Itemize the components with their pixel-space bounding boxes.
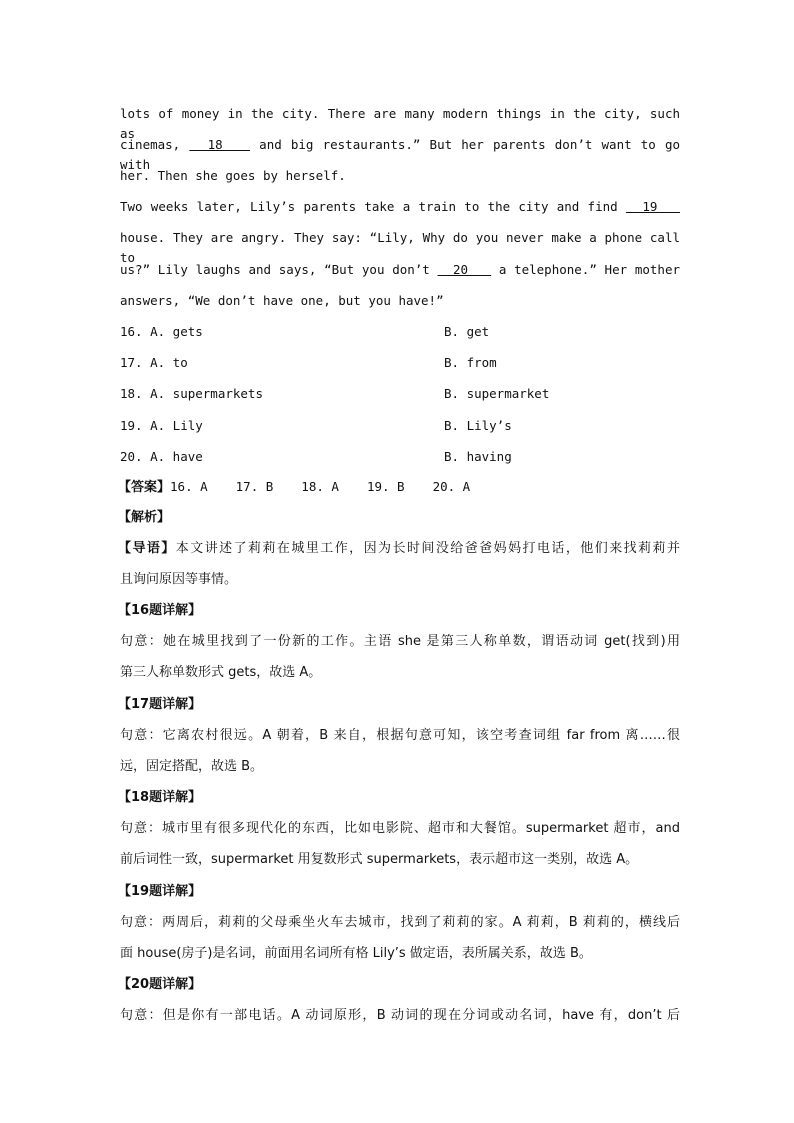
guide-label: 【导语】 — [118, 541, 176, 556]
option-18-b: B. supermarket — [444, 386, 550, 401]
passage-line-1: lots of money in the city. There are many modern things in the city, such as — [120, 106, 680, 141]
option-20-b: B. having — [444, 449, 512, 464]
passage-line-2-post: and big restaurants.” But her parents don’t want to go with — [120, 137, 680, 172]
analysis-label: 【解析】 — [118, 510, 171, 525]
blank-18: 18 — [189, 137, 251, 152]
detail-16-line-2: 第三人称单数形式 gets，故选 A。 — [120, 665, 322, 680]
passage-line-6-post: a telephone.” Her mother — [491, 262, 680, 277]
passage-line-6-pre: us?” Lily laughs and says, “But you don’t — [120, 262, 438, 277]
detail-19-line-2: 面 house(房子)是名词，前面用名词所有格 Lily’s 做定语，表所属关系，故选 B。 — [120, 946, 592, 961]
detail-18-line-1: 句意：城市里有很多现代化的东西，比如电影院、超市和大餐馆。supermarket 超市，and — [120, 821, 680, 836]
passage-line-6 — [120, 260, 680, 280]
answer-item: 17. B — [235, 479, 274, 494]
detail-16-heading: 【16题详解】 — [118, 603, 202, 618]
option-19-b: B. Lily’s — [444, 418, 512, 433]
answer-item: 20. A — [432, 479, 471, 494]
detail-17-line-2: 远，固定搭配，故选 B。 — [120, 759, 264, 774]
option-19-a: 19. A. Lily — [120, 418, 203, 433]
detail-20-heading: 【20题详解】 — [118, 977, 202, 992]
detail-17-heading: 【17题详解】 — [118, 697, 202, 712]
passage-line-5: house. They are angry. They say: “Lily, Why do you never make a phone call to — [120, 230, 680, 265]
passage-line-7: answers, “We don’t have one, but you have!” — [120, 293, 444, 308]
detail-17-line-1: 句意：它离农村很远。A 朝着，B 来自，根据句意可知，该空考查词组 far from 离……很 — [120, 728, 680, 743]
option-16-b: B. get — [444, 324, 490, 339]
answer-label: 【答案】 — [118, 480, 171, 495]
option-20-a: 20. A. have — [120, 449, 203, 464]
detail-19-line-1: 句意：两周后，莉莉的父母乘坐火车去城市，找到了莉莉的家。A 莉莉，B 莉莉的，横线后 — [120, 915, 680, 930]
detail-18-heading: 【18题详解】 — [118, 790, 202, 805]
option-17-a: 17. A. to — [120, 355, 188, 370]
passage-line-2-pre: cinemas, — [120, 137, 190, 152]
detail-19-heading: 【19题详解】 — [118, 884, 202, 899]
option-16-a: 16. A. gets — [120, 324, 203, 339]
blank-20: 20 — [437, 262, 492, 277]
answer-item: 19. B — [366, 479, 405, 494]
answer-line — [118, 477, 470, 498]
detail-18-line-2: 前后词性一致，supermarket 用复数形式 supermarkets，表示超市这一类别，故选 A。 — [120, 852, 639, 867]
answer-item: 16. A — [170, 479, 208, 494]
passage-line-4 — [120, 197, 680, 217]
guide-text: 本文讲述了莉莉在城里工作，因为长时间没给爸爸妈妈打电话，他们来找莉莉并 — [175, 541, 680, 556]
detail-20-line-1: 句意：但是你有一部电话。A 动词原形，B 动词的现在分词或动名词，have 有，don’t 后 — [120, 1008, 680, 1023]
passage-line-4-pre: Two weeks later, Lily’s parents take a train to the city and find — [120, 199, 626, 214]
guide-line-2: 且询问原因等事情。 — [120, 572, 238, 587]
detail-16-line-1: 句意：她在城里找到了一份新的工作。主语 she 是第三人称单数，谓语动词 get(找到)用 — [120, 634, 680, 649]
passage-line-3: her. Then she goes by herself. — [120, 168, 346, 183]
guide-line-1 — [118, 539, 680, 559]
option-18-a: 18. A. supermarkets — [120, 386, 263, 401]
answer-item: 18. A — [301, 479, 339, 494]
option-17-b: B. from — [444, 355, 497, 370]
blank-19: 19 — [625, 199, 680, 214]
